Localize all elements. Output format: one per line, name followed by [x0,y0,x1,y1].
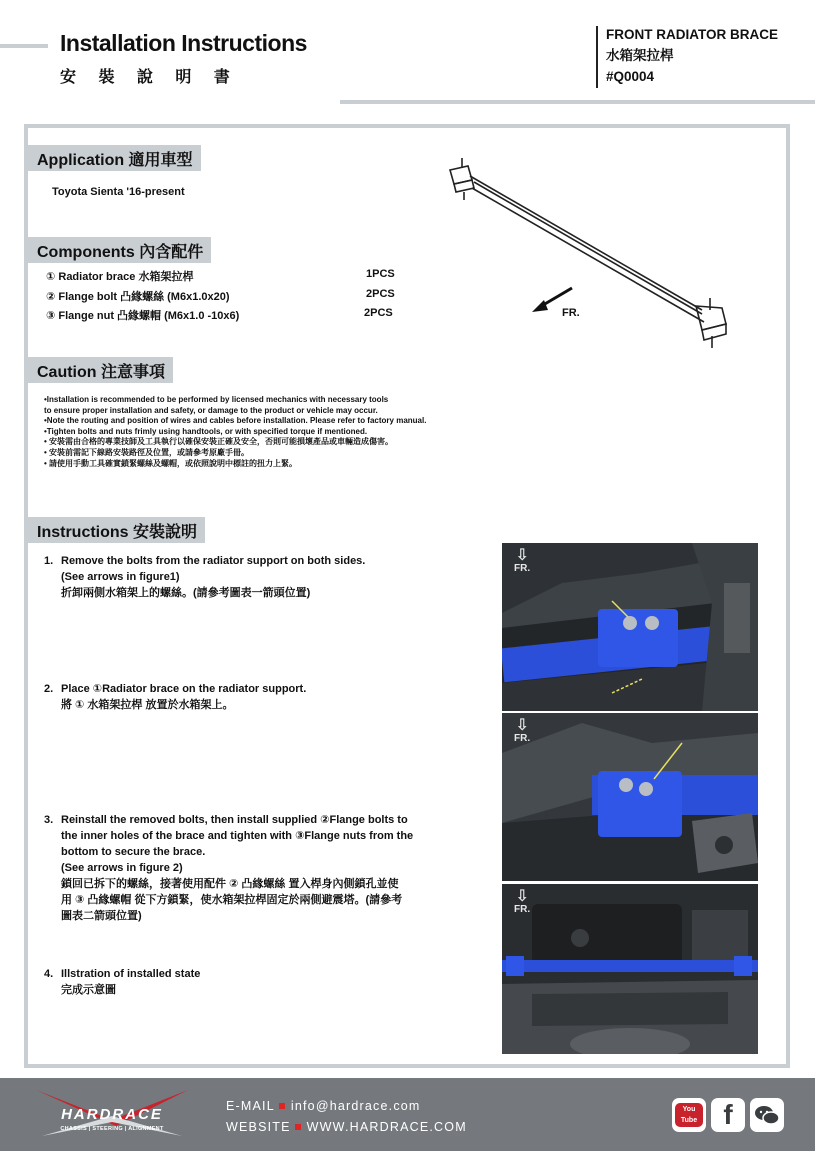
figure-3-photo [502,884,758,1054]
component-qty: 2PCS [364,307,393,319]
email-link[interactable]: info@hardrace.com [290,1099,421,1113]
down-arrow-icon: ⇩ [515,888,529,905]
down-arrow-icon: ⇩ [515,717,529,734]
component-item: ① Radiator brace 水箱架拉桿 [46,271,194,283]
caution-line: •Tighten bolts and nuts frimly using handtools, or with specified torque if mentioned. [44,426,368,436]
wechat-bubbles-icon [750,1098,784,1132]
hardrace-logo [32,1086,192,1142]
logo-brand: HARDRACE [61,1106,163,1123]
component-item: ③ Flange nut 凸緣螺帽 (M6x1.0 -10x6) [46,310,240,322]
caution-line: • 請使用手動工具確實鎖緊螺絲及螺帽，或依照說明中標註的扭力上緊。 [44,458,298,468]
caution-line: •Installation is recommended to be performed by licensed mechanics with necessary tools [44,395,389,404]
radiator-brace-diagram [440,158,740,348]
footer [0,1078,815,1151]
wechat-icon[interactable] [750,1098,784,1132]
youtube-icon[interactable]: You Tube [672,1098,706,1132]
diagram-direction-label: FR. [562,307,580,319]
caution-list [44,395,426,469]
caution-line: • 安裝前需記下線路安裝路徑及位置，或請參考原廠手冊。 [44,447,250,457]
step-1: 1. Remove the bolts from the radiator support on both sides. (See arrows in figure1) 折卸兩側水箱架上的螺絲。(請參考圖表一箭頭位置) [44,555,366,599]
components-heading: Components 內含配件 [28,237,211,263]
caution-line: •Note the routing and position of wires and cables before installation. Please refer to factory manual. [44,416,427,426]
website-link[interactable]: WWW.HARDRACE.COM [306,1120,467,1134]
facebook-icon[interactable]: f [711,1098,745,1132]
figure-1-illustration [502,543,758,711]
logo-tagline: CHASSIS | STEERING | ALIGNMENT [60,1126,164,1132]
bullet-square-icon [295,1124,301,1130]
step-4: 4. Illstration of installed state 完成示意圖 [44,968,201,996]
product-name: FRONT RADIATOR BRACE [606,27,778,42]
caution-line: to ensure proper installation and safety, or damage to the product or vehicle may occur. [44,405,378,415]
page-subtitle: 安 裝 說 明 書 [60,69,239,86]
component-item: ② Flange bolt 凸緣螺絲 (M6x1.0x20) [46,291,230,303]
email-label: E-MAIL [226,1099,275,1113]
product-code: #Q0004 [606,69,655,84]
component-qty: 2PCS [366,288,395,300]
down-arrow-icon: ⇩ [515,547,529,564]
caution-line: • 安裝需由合格的專業技師及工具執行以確保安裝正確及安全，否則可能損壞產品或車輛造成傷害。 [44,437,394,447]
product-name-zh: 水箱架拉桿 [606,48,674,63]
step-3: 3. Reinstall the removed bolts, then install supplied ②Flange bolts to the inner holes of the brace and tighten with ③Flange nuts from the bottom to secure the brace. (See arrows in figure 2) 鎖回已拆下的螺絲，接著使用配件 ② 凸緣螺絲 置入桿身內側鎖孔並使 用 ③ 凸緣螺帽 從下方鎖緊，使水箱架拉桿固定於兩側避震塔。(請參考 圖表二箭頭位置) [44,814,414,922]
product-info [606,24,778,87]
application-heading: Application 適用車型 [28,145,201,171]
contact-info [226,1096,467,1138]
component-qty: 1PCS [366,268,395,280]
instructions-heading: Instructions 安裝說明 [28,517,205,543]
figure-3-direction: ⇩ FR. [514,888,531,915]
step-2: 2. Place ①Radiator brace on the radiator support. 將 ① 水箱架拉桿 放置於水箱架上。 [44,683,307,711]
bullet-square-icon [279,1103,285,1109]
figure-2-direction: ⇩ FR. [514,717,531,744]
application-vehicle: Toyota Sienta '16-present [52,186,185,198]
figure-2-illustration [502,713,758,881]
figure-2-photo [502,713,758,881]
header-divider [596,26,598,88]
page-title: Installation Instructions [60,30,307,56]
figure-1-direction: ⇩ FR. [514,547,531,574]
website-label: WEBSITE [226,1120,291,1134]
header-rule-left [0,44,48,48]
header-rule-right [340,100,815,104]
figure-1-photo [502,543,758,711]
caution-heading: Caution 注意事項 [28,357,173,383]
figure-3-illustration [502,884,758,1054]
